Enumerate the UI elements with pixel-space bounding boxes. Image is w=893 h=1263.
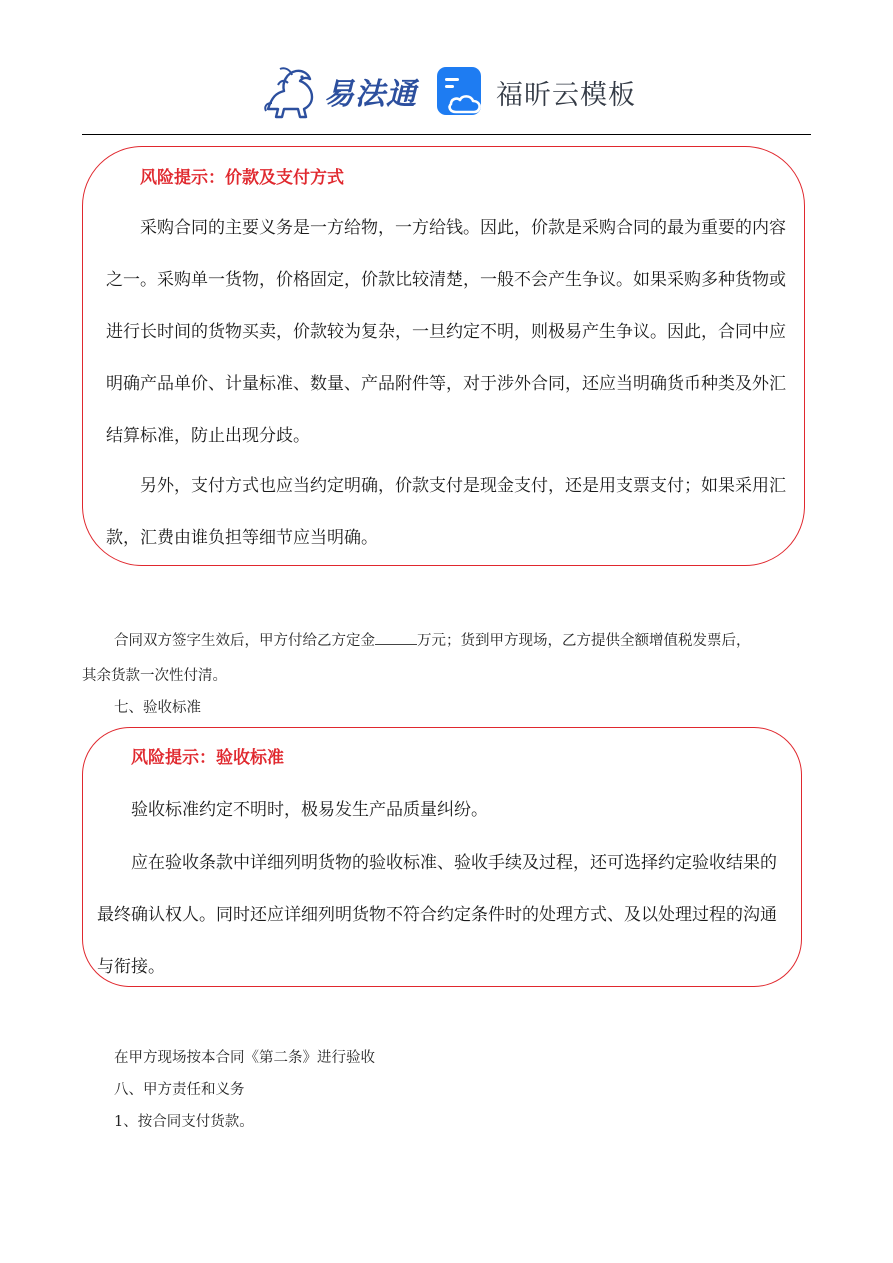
risk-notice-line: 结算标准，防止出现分歧。 <box>106 426 310 446</box>
risk-notice-line: 最终确认权人。同时还应详细列明货物不符合约定条件时的处理方式、及以处理过程的沟通 <box>97 905 777 925</box>
clause-text: 合同双方签字生效后，甲方付给乙方定金 <box>114 633 375 649</box>
risk-notice-line: 采购合同的主要义务是一方给物，一方给钱。因此，价款是采购合同的最为重要的内容 <box>140 218 786 238</box>
yifatong-logo-text: 易法通 <box>324 77 417 112</box>
clause-payment-line2: 其余货款一次性付清。 <box>82 668 227 684</box>
yifatong-logo <box>262 62 417 120</box>
clause-payment-line1 <box>114 629 751 650</box>
qilin-icon <box>262 63 320 119</box>
header-divider <box>82 134 811 135</box>
risk-notice-payment <box>82 146 805 566</box>
risk-notice-acceptance <box>82 727 802 987</box>
foxit-template-logo-text: 福昕云模板 <box>496 79 636 111</box>
risk-notice-title: 风险提示：验收标准 <box>131 748 284 768</box>
clause-acceptance: 在甲方现场按本合同《第二条》进行验收 <box>114 1050 375 1066</box>
foxit-template-logo <box>436 66 636 118</box>
section-heading: 八、甲方责任和义务 <box>114 1082 245 1098</box>
clause-text: 万元；货到甲方现场，乙方提供全额增值税发票后， <box>417 633 751 649</box>
risk-notice-title: 风险提示：价款及支付方式 <box>140 168 344 188</box>
risk-notice-line: 另外，支付方式也应当约定明确，价款支付是现金支付，还是用支票支付；如果采用汇 <box>140 476 786 496</box>
risk-notice-line: 进行长时间的货物买卖，价款较为复杂，一旦约定不明，则极易产生争议。因此，合同中应 <box>106 322 786 342</box>
risk-notice-line: 与衔接。 <box>97 957 165 977</box>
deposit-amount-blank <box>375 632 417 645</box>
risk-notice-line: 验收标准约定不明时，极易发生产品质量纠纷。 <box>131 800 488 820</box>
risk-notice-line: 之一。采购单一货物，价格固定，价款比较清楚，一般不会产生争议。如果采购多种货物或 <box>106 270 786 290</box>
list-item: 1、按合同支付货款。 <box>114 1114 254 1130</box>
risk-notice-line: 款，汇费由谁负担等细节应当明确。 <box>106 528 378 548</box>
page-header <box>0 0 893 135</box>
section-heading: 七、验收标准 <box>114 700 201 716</box>
risk-notice-line: 明确产品单价、计量标准、数量、产品附件等，对于涉外合同，还应当明确货币种类及外汇 <box>106 374 786 394</box>
cloud-document-icon <box>436 66 486 118</box>
risk-notice-line: 应在验收条款中详细列明货物的验收标准、验收手续及过程，还可选择约定验收结果的 <box>131 853 777 873</box>
